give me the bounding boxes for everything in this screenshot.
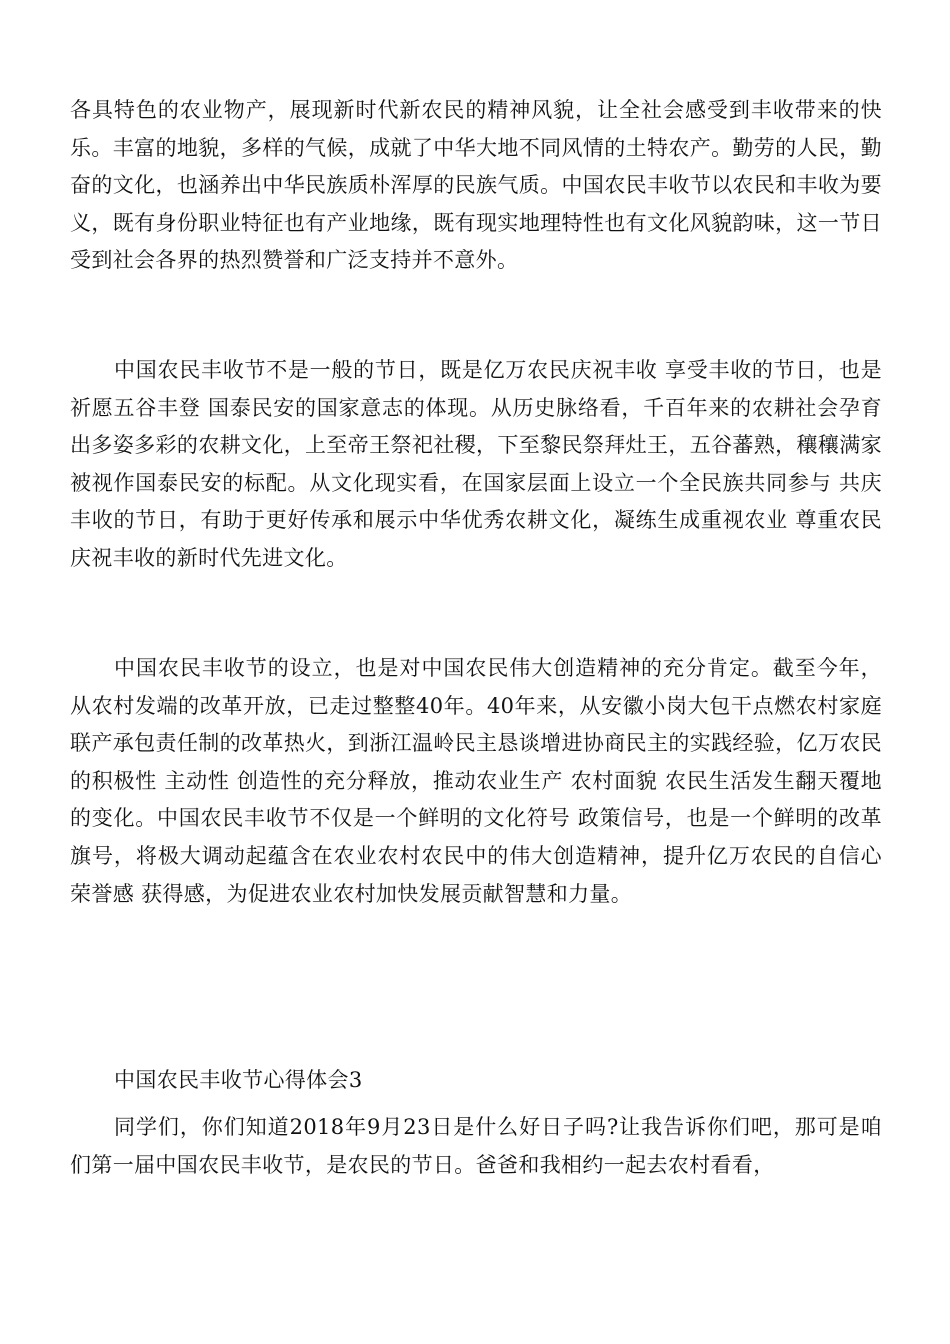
body-paragraph: 各具特色的农业物产，展现新时代新农民的精神风貌，让全社会感受到丰收带来的快乐。丰富的地貌，多样的气候，成就了中华大地不同风情的土特农产。勤劳的人民，勤奋的文化，也涵养出中华民族质朴浑厚的民族气质。中国农民丰收节以农民和丰收为要义，既有身份职业特征也有产业地缘，既有现实地理特性也有文化风貌韵味，这一节日受到社会各界的热烈赞誉和广泛支持并不意外。 <box>70 98 882 273</box>
body-paragraph: 同学们，你们知道2018年9月23日是什么好日子吗?让我告诉你们吧，那可是咱们第一届中国农民丰收节，是农民的节日。爸爸和我相约一起去农村看看， <box>70 1115 882 1177</box>
body-paragraph: 中国农民丰收节的设立，也是对中国农民伟大创造精神的充分肯定。截至今年，从农村发端的改革开放，已走过整整40年。40年来，从安徽小岗大包干点燃农村家庭联产承包责任制的改革热火，到浙江温岭民主恳谈增进协商民主的实践经验，亿万农民的积极性 主动性 创造性的充分释放，推动农业生产 农村面貌 农民生活发生翻天覆地的变化。中国农民丰收节不仅是一个鲜明的文化符号 政策信号，也是一个鲜明的改革旗号，将极大调动起蕴含在农业农村农民中的伟大创造精神，提升亿万农民的自信心 荣誉感 获得感，为促进农业农村加快发展贡献智慧和力量。 <box>70 656 882 906</box>
body-paragraph: 中国农民丰收节不是一般的节日，既是亿万农民庆祝丰收 享受丰收的节日，也是祈愿五谷丰登 国泰民安的国家意志的体现。从历史脉络看，千百年来的农耕社会孕育出多姿多彩的农耕文化，上至帝王祭祀社稷，下至黎民祭拜灶王，五谷蕃熟，穰穰满家被视作国泰民安的标配。从文化现实看，在国家层面上设立一个全民族共同参与 共庆丰收的节日，有助于更好传承和展示中华优秀农耕文化，凝练生成重视农业 尊重农民 庆祝丰收的新时代先进文化。 <box>70 358 882 570</box>
section-heading: 中国农民丰收节心得体会3 <box>114 1068 363 1092</box>
